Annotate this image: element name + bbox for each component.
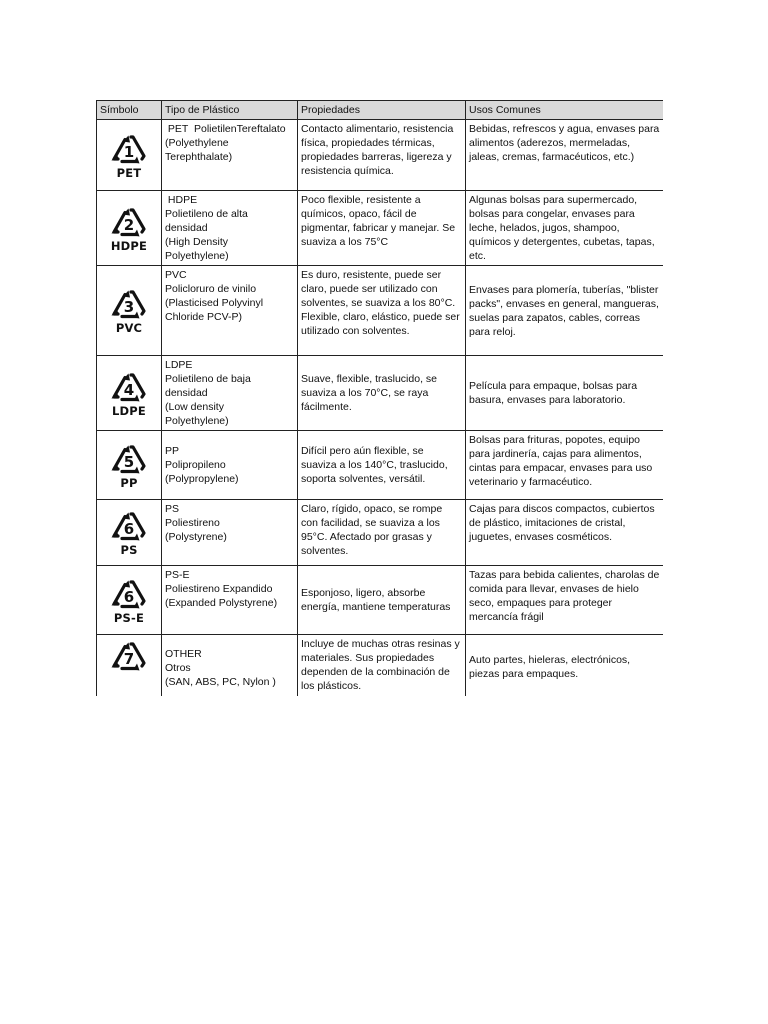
- tipo-cell: [162, 356, 298, 431]
- propiedades-cell: [298, 356, 466, 431]
- usos-text: Algunas bolsas para supermercado, bolsas para congelar, envases para leche, helados, jugos, shampoo, químicos y detergentes, cubetas, tapas, etc.: [469, 194, 655, 262]
- symbol-cell: [97, 500, 162, 566]
- tipo-line: (High Density: [165, 236, 229, 248]
- tipo-line: (SAN, ABS, PC, Nylon ): [165, 676, 276, 688]
- tipo-line: (Low density: [165, 401, 224, 413]
- usos-text: Auto partes, hieleras, electrónicos, piezas para empaques.: [469, 654, 631, 680]
- usos-cell: [466, 191, 664, 266]
- header-simbolo: Símbolo: [97, 101, 162, 120]
- usos-cell: [466, 566, 664, 635]
- table-row: [97, 266, 664, 356]
- tipo-line: HDPE: [165, 194, 198, 206]
- resin-number: 2: [123, 215, 135, 234]
- tipo-line: (Plasticised Polyvinyl: [165, 297, 264, 309]
- table-row: [97, 120, 664, 191]
- usos-cell: [466, 266, 664, 356]
- symbol-cell: [97, 120, 162, 191]
- tipo-line: Policloruro de vinilo: [165, 283, 257, 295]
- tipo-cell: [162, 635, 298, 697]
- plastic-types-table: [96, 100, 663, 696]
- propiedades-text: Difícil pero aún flexible, se suaviza a los 140°C, traslucido, soporta solventes, versátil.: [301, 445, 448, 485]
- recycling-symbol-icon: [109, 639, 149, 673]
- recycling-symbol-icon: [109, 205, 149, 239]
- tipo-line: LDPE: [165, 359, 193, 371]
- resin-number: 1: [123, 142, 135, 161]
- table-row: [97, 500, 664, 566]
- recycling-symbol-icon: [109, 370, 149, 404]
- tipo-line: (Polyethylene: [165, 137, 229, 149]
- usos-text: Envases para plomería, tuberías, "blister packs", envases en general, mangueras, suelas para zapatos, cables, correas para reloj.: [469, 283, 659, 338]
- tipo-line: (Expanded Polystyrene): [165, 597, 278, 609]
- propiedades-cell: [298, 566, 466, 635]
- tipo-cell: [162, 191, 298, 266]
- tipo-cell: [162, 266, 298, 356]
- resin-number: 7: [123, 650, 135, 668]
- usos-text: Película para empaque, bolsas para basura, envases para laboratorio.: [469, 380, 638, 406]
- table-row: [97, 566, 664, 635]
- recycling-symbol-icon: [109, 509, 149, 543]
- table-header-row: [97, 101, 664, 120]
- propiedades-text: Incluye de muchas otras resinas y materiales. Sus propiedades dependen de la combinación de los plásticos.: [301, 638, 460, 692]
- tipo-line: PVC: [165, 269, 187, 281]
- table-row: [97, 356, 664, 431]
- symbol-cell: [97, 566, 162, 635]
- tipo-line: Chloride PCV-P): [165, 311, 243, 323]
- symbol-cell: [97, 635, 162, 697]
- propiedades-text: Esponjoso, ligero, absorbe energía, mantiene temperaturas: [301, 587, 451, 613]
- table-row: [97, 431, 664, 500]
- tipo-line: Polietileno de baja: [165, 373, 251, 385]
- resin-code: PP: [120, 475, 138, 490]
- resin-code: PVC: [115, 321, 143, 335]
- usos-cell: [466, 120, 664, 191]
- propiedades-text: Suave, flexible, traslucido, se suaviza a los 70°C, se raya fácilmente.: [301, 373, 437, 413]
- tipo-line: (Polystyrene): [165, 531, 227, 543]
- recycling-symbol-icon: [109, 577, 149, 611]
- tipo-line: Polietileno de alta: [165, 208, 248, 220]
- resin-code: PET: [116, 165, 142, 180]
- header-usos-comunes: Usos Comunes: [466, 101, 664, 120]
- resin-number: 6: [123, 587, 135, 606]
- header-tipo-de-plastico: Tipo de Plástico: [162, 101, 298, 120]
- recycling-codes-table-page: [96, 100, 663, 696]
- tipo-line: (Polypropylene): [165, 473, 239, 485]
- tipo-line: Poliestireno: [165, 517, 220, 529]
- propiedades-cell: [298, 266, 466, 356]
- usos-cell: [466, 431, 664, 500]
- tipo-line: densidad: [165, 387, 208, 399]
- recycling-symbol-icon: [109, 287, 149, 321]
- resin-number: 4: [123, 380, 135, 399]
- symbol-cell: [97, 191, 162, 266]
- tipo-line: densidad: [165, 222, 208, 234]
- propiedades-cell: [298, 500, 466, 566]
- resin-number: 3: [123, 298, 135, 316]
- resin-code: LDPE: [112, 403, 146, 418]
- propiedades-text: Poco flexible, resistente a químicos, opaco, fácil de pigmentar, fabricar y manejar. Se suaviza a los 75°C: [301, 194, 456, 248]
- usos-cell: [466, 500, 664, 566]
- resin-number: 5: [123, 452, 135, 471]
- tipo-line: Polipropileno: [165, 459, 226, 471]
- resin-number: 6: [123, 520, 135, 538]
- header-propiedades: Propiedades: [298, 101, 466, 120]
- tipo-cell: [162, 500, 298, 566]
- tipo-line: Terephthalate): [165, 151, 233, 163]
- tipo-line: PP: [165, 445, 180, 457]
- table-row: [97, 191, 664, 266]
- table-row: [97, 635, 664, 697]
- symbol-cell: [97, 356, 162, 431]
- propiedades-cell: [298, 635, 466, 697]
- tipo-cell: [162, 566, 298, 635]
- tipo-line: Otros: [165, 662, 191, 674]
- tipo-line: PS: [165, 503, 180, 515]
- tipo-line: Polyethylene): [165, 250, 229, 262]
- recycling-symbol-icon: [109, 132, 149, 166]
- propiedades-text: Claro, rígido, opaco, se rompe con facilidad, se suaviza a los 95°C. Afectado por grasas y solventes.: [301, 503, 443, 557]
- tipo-line: Polyethylene): [165, 415, 229, 427]
- usos-text: Bebidas, refrescos y agua, envases para alimentos (aderezos, mermeladas, jaleas, cremas, farmacéuticos, etc.): [469, 123, 660, 163]
- propiedades-cell: [298, 120, 466, 191]
- tipo-line: Poliestireno Expandido: [165, 583, 273, 595]
- propiedades-cell: [298, 191, 466, 266]
- tipo-cell: [162, 120, 298, 191]
- propiedades-text: Es duro, resistente, puede ser claro, puede ser utilizado con solventes, se suaviza a los 80°C. Flexible, claro, elástico, puede ser utilizado con solventes.: [301, 269, 460, 337]
- resin-code: HDPE: [110, 238, 148, 253]
- tipo-cell: [162, 431, 298, 500]
- recycling-symbol-icon: [109, 442, 149, 476]
- resin-code: PS: [120, 543, 138, 557]
- resin-code: PS-E: [113, 610, 145, 625]
- propiedades-cell: [298, 431, 466, 500]
- usos-text: Tazas para bebida calientes, charolas de comida para llevar, envases de hielo seco, empaques para proteger mercancía frágil: [469, 569, 660, 623]
- tipo-line: PET PolietilenTereftalato: [165, 123, 286, 135]
- tipo-line: OTHER: [165, 648, 202, 660]
- usos-cell: [466, 635, 664, 697]
- propiedades-text: Contacto alimentario, resistencia física, propiedades térmicas, propiedades barreras, ligereza y resistencia química.: [301, 123, 454, 177]
- usos-cell: [466, 356, 664, 431]
- tipo-line: PS-E: [165, 569, 190, 581]
- symbol-cell: [97, 431, 162, 500]
- usos-text: Bolsas para frituras, popotes, equipo para jardinería, cajas para alimentos, cintas para empacar, envases para uso veterinario y farmacéutico.: [469, 434, 653, 488]
- symbol-cell: [97, 266, 162, 356]
- usos-text: Cajas para discos compactos, cubiertos de plástico, imitaciones de cristal, juguetes, envases cosméticos.: [469, 503, 655, 543]
